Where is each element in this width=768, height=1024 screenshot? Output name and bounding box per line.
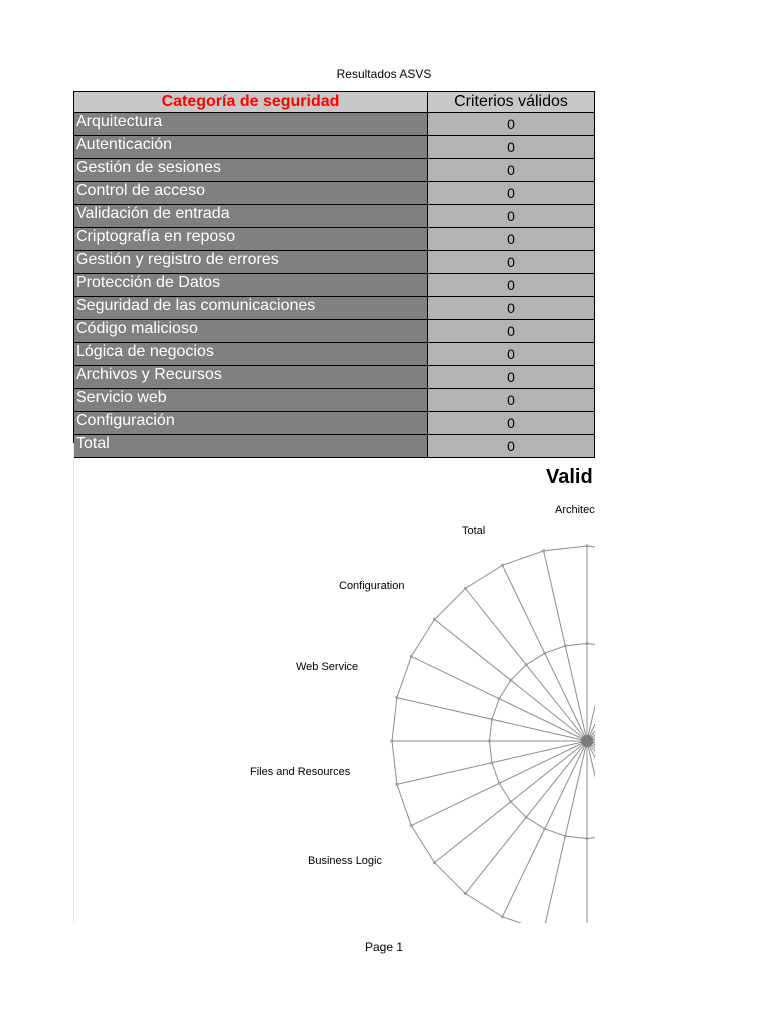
axis-label: Business Logic xyxy=(308,855,382,867)
category-cell: Seguridad de las comunicaciones xyxy=(74,297,428,320)
column-header-valid-criteria: Criterios válidos xyxy=(428,92,595,113)
radar-grid-marker xyxy=(490,718,493,721)
valid-criteria-cell: 0 xyxy=(428,389,595,412)
axis-label: Total xyxy=(462,525,486,537)
axis-label: Web Service xyxy=(296,661,359,673)
radar-grid-marker xyxy=(410,655,413,658)
category-cell: Arquitectura xyxy=(74,113,428,136)
radar-grid-marker xyxy=(501,915,504,918)
radar-spoke xyxy=(587,589,595,742)
radar-spoke xyxy=(587,741,595,894)
valid-criteria-cell: 0 xyxy=(428,113,595,136)
radar-grid-marker xyxy=(395,783,398,786)
category-cell: Control de acceso xyxy=(74,182,428,205)
category-cell: Código malicioso xyxy=(74,320,428,343)
column-header-category: Categoría de seguridad xyxy=(74,92,428,113)
radar-grid-marker xyxy=(498,782,501,785)
valid-criteria-cell: 0 xyxy=(428,320,595,343)
radar-grid-marker xyxy=(464,892,467,895)
valid-criteria-cell: 0 xyxy=(428,297,595,320)
radar-grid-marker xyxy=(542,549,545,552)
axis-label: Configuration xyxy=(339,580,405,592)
radar-grid-marker xyxy=(543,827,546,830)
radar-grid-marker xyxy=(509,679,512,682)
radar-spoke xyxy=(587,741,595,826)
category-cell: Archivos y Recursos xyxy=(74,366,428,389)
radar-grid-marker xyxy=(488,739,491,742)
table-row xyxy=(74,159,595,182)
radar-grid-marker xyxy=(501,564,504,567)
table-row xyxy=(74,343,595,366)
radar-grid-marker xyxy=(395,696,398,699)
valid-criteria-cell: 0 xyxy=(428,228,595,251)
table-row xyxy=(74,389,595,412)
axis-label: Architec xyxy=(555,504,595,516)
radar-grid-marker xyxy=(490,761,493,764)
category-cell: Total xyxy=(74,435,428,458)
table-row xyxy=(74,297,595,320)
radar-grid-marker xyxy=(585,642,588,645)
radar-grid-marker xyxy=(585,837,588,840)
table-row xyxy=(74,136,595,159)
axis-label: Files and Resources xyxy=(250,766,351,778)
category-cell: Gestión de sesiones xyxy=(74,159,428,182)
radar-spoke xyxy=(587,741,595,923)
category-cell: Gestión y registro de errores xyxy=(74,251,428,274)
radar-spoke xyxy=(587,551,595,741)
radar-spoke xyxy=(587,656,595,741)
radar-grid-marker xyxy=(433,618,436,621)
category-cell: Servicio web xyxy=(74,389,428,412)
radar-chart-svg xyxy=(74,443,595,923)
radar-grid-marker xyxy=(564,835,567,838)
category-cell: Protección de Datos xyxy=(74,274,428,297)
table-row xyxy=(74,113,595,136)
radar-grid-marker xyxy=(410,824,413,827)
radar-grid-marker xyxy=(543,652,546,655)
page-footer: Page 1 xyxy=(364,940,404,954)
table-row xyxy=(74,251,595,274)
radar-grid-marker xyxy=(433,861,436,864)
radar-grid-marker xyxy=(525,663,528,666)
radar-grid-marker xyxy=(509,800,512,803)
page-header: Resultados ASVS xyxy=(336,67,432,81)
table-row xyxy=(74,320,595,343)
category-cell: Autenticación xyxy=(74,136,428,159)
radar-grid-marker xyxy=(498,697,501,700)
radar-grid-ring xyxy=(392,546,595,923)
category-cell: Lógica de negocios xyxy=(74,343,428,366)
radar-grid-marker xyxy=(525,816,528,819)
table-row xyxy=(74,182,595,205)
valid-criteria-cell: 0 xyxy=(428,251,595,274)
valid-criteria-cell: 0 xyxy=(428,159,595,182)
results-table xyxy=(73,91,595,458)
radar-spoke xyxy=(587,565,595,741)
table-row xyxy=(74,274,595,297)
valid-criteria-cell: 0 xyxy=(428,136,595,159)
radar-spoke xyxy=(587,741,595,917)
radar-chart xyxy=(73,443,595,923)
radar-grid-marker xyxy=(464,587,467,590)
valid-criteria-cell: 0 xyxy=(428,274,595,297)
valid-criteria-cell: 0 xyxy=(428,205,595,228)
valid-criteria-cell: 0 xyxy=(428,435,595,458)
radar-series-center-marker xyxy=(581,735,593,747)
category-cell: Validación de entrada xyxy=(74,205,428,228)
table-row xyxy=(74,366,595,389)
table-row xyxy=(74,412,595,435)
radar-grid-marker xyxy=(564,644,567,647)
radar-grid-marker xyxy=(585,544,588,547)
valid-criteria-cell: 0 xyxy=(428,182,595,205)
valid-criteria-cell: 0 xyxy=(428,366,595,389)
chart-title: Valid xyxy=(546,466,593,488)
table-row xyxy=(74,205,595,228)
category-cell: Configuración xyxy=(74,412,428,435)
valid-criteria-cell: 0 xyxy=(428,343,595,366)
table-row xyxy=(74,228,595,251)
radar-grid-marker xyxy=(390,739,393,742)
valid-criteria-cell: 0 xyxy=(428,412,595,435)
category-cell: Criptografía en reposo xyxy=(74,228,428,251)
table-header-row xyxy=(74,92,595,113)
